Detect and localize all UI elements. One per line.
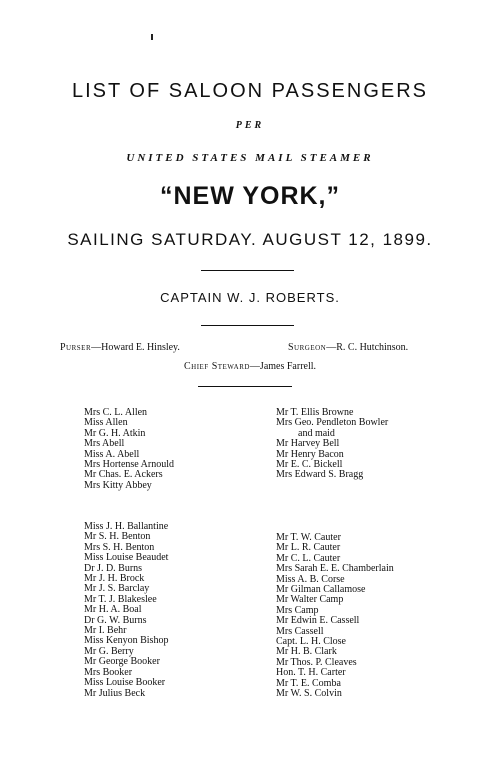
list-item: Mrs Sarah E. E. Chamberlain — [276, 563, 394, 575]
passenger-column-b-left — [84, 522, 168, 699]
surgeon-line — [288, 342, 408, 353]
list-item: Mr W. S. Colvin — [276, 688, 342, 700]
list-item: Miss A. B. Corse — [276, 573, 345, 585]
purser-name: —Howard E. Hinsley. — [91, 342, 180, 353]
list-item: Mrs C. L. Allen — [84, 407, 148, 418]
list-item: Mr Walter Camp — [276, 594, 344, 606]
list-item: Mrs Abell — [84, 438, 125, 450]
list-item: and maid — [298, 427, 335, 439]
passenger-column-a-left — [84, 408, 174, 491]
surgeon-name: —R. C. Hutchinson. — [326, 342, 409, 353]
divider-rule — [201, 325, 294, 326]
list-item: Mr Henry Bacon — [276, 448, 344, 460]
list-item: Mr G. H. Atkin — [84, 427, 146, 439]
list-item: Mr Julius Beck — [84, 687, 146, 699]
ship-name: “NEW YORK,” — [160, 182, 340, 210]
list-item: Mrs Camp — [276, 604, 319, 616]
list-item: Mr Harvey Bell — [276, 438, 340, 450]
list-item: Mrs Geo. Pendleton Bowler — [276, 417, 389, 429]
list-item: Mrs Edward S. Bragg — [276, 469, 364, 481]
list-item: Mr C. L. Cauter — [276, 552, 341, 564]
list-item: Miss J. H. Ballantine — [84, 521, 169, 532]
list-item: Mr S. H. Benton — [84, 531, 151, 543]
steward-name: —James Farrell. — [249, 361, 317, 372]
list-item: Miss A. Abell — [84, 448, 140, 460]
list-item: Mr T. Ellis Browne — [276, 407, 354, 418]
passenger-column-a-right — [276, 408, 388, 481]
list-item: Mrs Cassell — [276, 625, 324, 637]
purser-line — [60, 342, 180, 353]
list-item: Dr G. W. Burns — [84, 614, 147, 626]
list-item: Mr J. S. Barclay — [84, 583, 150, 595]
list-item: Mr L. R. Cauter — [276, 542, 341, 554]
list-item: Miss Kenyon Bishop — [84, 635, 169, 647]
captain-line: CAPTAIN W. J. ROBERTS. — [160, 290, 340, 305]
list-item: Mr J. H. Brock — [84, 573, 145, 585]
list-item: Mr Edwin E. Cassell — [276, 615, 360, 627]
list-item: Mr H. B. Clark — [276, 646, 337, 658]
list-item: Mr Chas. E. Ackers — [84, 469, 163, 481]
surgeon-label: Surgeon — [288, 342, 327, 353]
purser-label: Purser — [60, 342, 92, 353]
passenger-column-c-right — [276, 533, 394, 700]
ink-mark — [151, 34, 153, 40]
list-item: Mrs Booker — [84, 666, 133, 678]
list-item: Mr H. A. Boal — [84, 604, 142, 616]
list-item: Mrs Hortense Arnould — [84, 459, 174, 471]
list-item: Mr T. E. Comba — [276, 677, 341, 689]
list-item: Capt. L. H. Close — [276, 636, 346, 648]
list-item: Miss Allen — [84, 417, 128, 429]
divider-rule — [201, 270, 294, 271]
list-item: Dr J. D. Burns — [84, 562, 143, 574]
list-item: Hon. T. H. Carter — [276, 667, 346, 679]
list-item: Mr Thos. P. Cleaves — [276, 656, 357, 668]
list-item: Mr T. J. Blakeslee — [84, 593, 157, 605]
per-line: PER — [235, 120, 265, 131]
sailing-date: SAILING SATURDAY. AUGUST 12, 1899. — [67, 230, 433, 249]
list-title: LIST OF SALOON PASSENGERS — [71, 80, 428, 102]
list-item: Mr George Booker — [84, 656, 160, 668]
steward-label: Chief Steward — [183, 361, 250, 372]
chief-steward-line — [0, 361, 500, 372]
list-item: Miss Louise Booker — [84, 677, 166, 689]
list-item: Mr Gilman Callamose — [276, 584, 366, 596]
list-item: Mrs Kitty Abbey — [84, 479, 152, 491]
list-item: Mr I. Behr — [84, 625, 127, 637]
list-item: Mr T. W. Cauter — [276, 532, 341, 543]
list-item: Mr G. Berry — [84, 645, 134, 657]
list-item: Mr E. C. Bickell — [276, 459, 343, 471]
steamer-line: UNITED STATES MAIL STEAMER — [126, 152, 374, 164]
list-item: Mrs S. H. Benton — [84, 541, 155, 553]
divider-rule — [198, 386, 292, 387]
list-item: Miss Louise Beaudet — [84, 552, 169, 564]
